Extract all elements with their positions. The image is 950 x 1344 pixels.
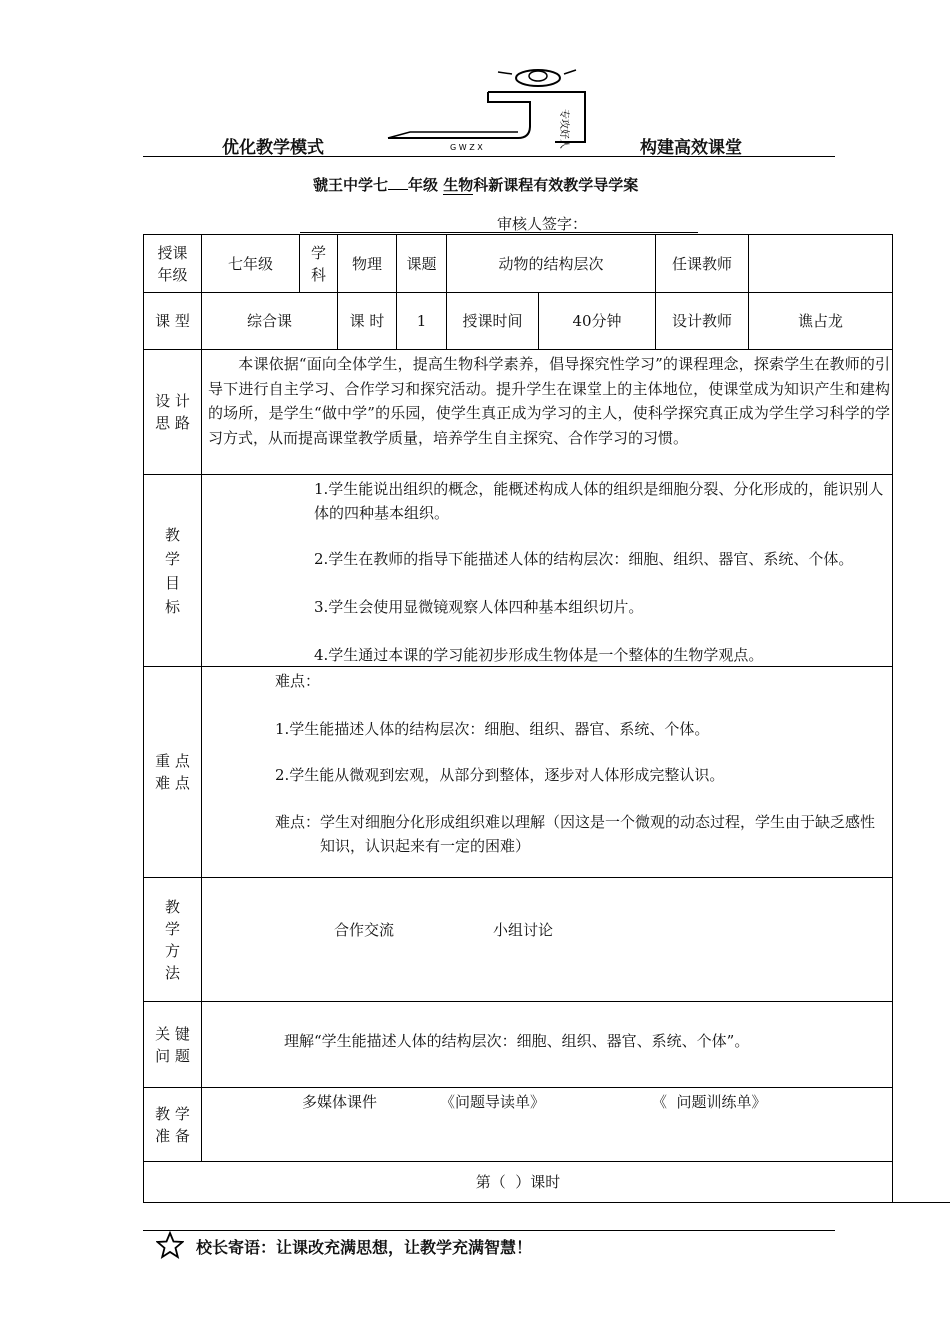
footer-motto: 校长寄语：让课改充满思想，让教学充满智慧！ [196, 1238, 533, 1257]
session-extension-line [892, 1202, 950, 1203]
reviewer-label: 审核人签字： [497, 215, 588, 233]
header-right: 构建高效课堂 [640, 138, 742, 158]
type-label: 课 型 [143, 292, 202, 350]
teacher-label: 任课教师 [655, 234, 749, 293]
school-logo [380, 60, 600, 155]
header-left: 优化教学模式 [222, 138, 324, 158]
designer-value: 谯占龙 [748, 292, 893, 350]
design-cell [201, 349, 893, 475]
subject-value: 物理 [337, 234, 397, 293]
footer-rule [143, 1230, 835, 1231]
time-label: 授课时间 [446, 292, 539, 350]
goal-item-4: 4.学生通过本课的学习能初步形成生物体是一个整体的生物学观点。 [314, 646, 764, 664]
prep-label: 教 学 准 备 [143, 1087, 202, 1162]
method-1: 合作交流 [334, 921, 395, 939]
grade-label: 授课年级 [143, 234, 202, 293]
header-rule [143, 156, 835, 157]
subject-label: 学科 [299, 234, 338, 293]
grade-value: 七年级 [201, 234, 300, 293]
focus-difficulty: 难点： 学生对细胞分化形成组织难以理解（因这是一个微观的动态过程，学生由于缺乏感性知识，认识起来有一定的困难） [275, 813, 876, 855]
teacher-value [748, 234, 893, 293]
methods-cell [201, 877, 893, 1002]
logo-letters: G W Z X [450, 143, 483, 152]
design-label: 设 计 思 路 [143, 349, 202, 475]
goal-item-3: 3.学生会使用显微镜观察人体四种基本组织切片。 [314, 598, 644, 616]
document-title: 虢王中学七 年级 生物科新课程有效教学导学案 [313, 176, 639, 194]
methods-label: 教 学 方 法 [143, 877, 202, 1002]
goals-label: 教 学 目 标 [143, 474, 202, 667]
focus-item-2: 2.学生能从微观到宏观，从部分到整体，逐步对人体形成完整认识。 [275, 766, 725, 784]
star-icon [156, 1231, 184, 1259]
goals-cell [201, 474, 893, 667]
hours-label: 课 时 [337, 292, 397, 350]
focus-heading: 难点： [275, 672, 321, 690]
goal-item-1: 1.学生能说出组织的概念，能概述构成人体的组织是细胞分裂、分化形成的，能识别人体的四种基本组织。 [314, 480, 884, 522]
key-text: 理解“学生能描述人体的结构层次：细胞、组织、器官、系统、个体”。 [284, 1032, 750, 1050]
design-text: 本课依据“面向全体学生，提高生物科学素养，倡导探究性学习”的课程理念，探索学生在教师的引导下进行自主学习、合作学习和探究活动。提升学生在课堂上的主体地位，使课堂成为知识产生和建构的场所，是学生“做中学”的乐园，使学生真正成为学习的主人，使科学探究真正成为学生学习科学的学习方式，从而提高课堂教学质量，培养学生自主探究、合作学习的习惯。 [208, 355, 890, 447]
prep-item-2: 《问题导读单》 [440, 1093, 546, 1111]
prep-item-3: 《 问题训练单》 [652, 1093, 767, 1111]
designer-label: 设计教师 [655, 292, 749, 350]
focus-cell [201, 666, 893, 878]
reviewer-line [300, 232, 698, 233]
logo-side-text: 专攻好人 [558, 109, 569, 149]
key-cell [201, 1001, 893, 1088]
time-value: 40分钟 [538, 292, 656, 350]
focus-label: 重 点 难 点 [143, 666, 202, 878]
hours-value: 1 [396, 292, 447, 350]
method-2: 小组讨论 [493, 921, 554, 939]
focus-item-1: 1.学生能描述人体的结构层次：细胞、组织、器官、系统、个体。 [275, 720, 710, 738]
key-label: 关 键 问 题 [143, 1001, 202, 1088]
type-value: 综合课 [201, 292, 338, 350]
topic-label: 课题 [396, 234, 447, 293]
topic-value: 动物的结构层次 [446, 234, 656, 293]
goal-item-2: 2.学生在教师的指导下能描述人体的结构层次：细胞、组织、器官、系统、个体。 [314, 550, 854, 568]
prep-item-1: 多媒体课件 [302, 1093, 378, 1111]
session-row: 第（ ）课时 [143, 1161, 893, 1203]
prep-cell [201, 1087, 893, 1162]
